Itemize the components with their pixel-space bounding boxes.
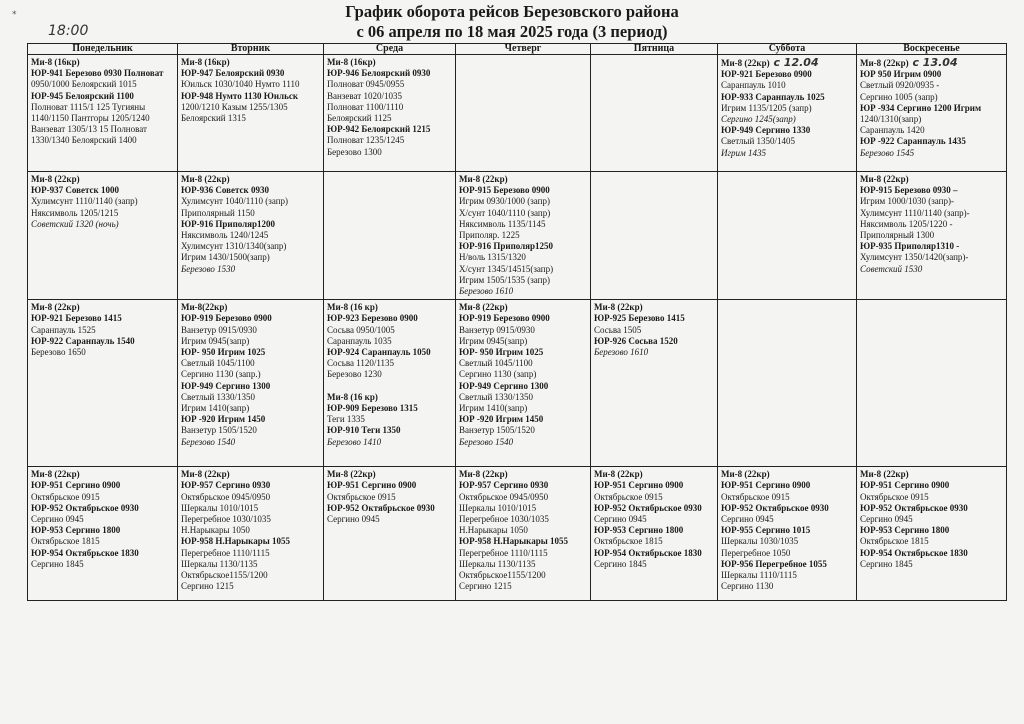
flight-line: ЮР-916 Приполяр1200 [181, 218, 276, 229]
flight-line: Ми-8 (22кр) [31, 469, 80, 480]
flight-line: ЮР-956 Перегребное 1055 [721, 558, 827, 569]
flight-line: Октябрьское 0915 [721, 491, 790, 502]
flight-line: ЮР-935 Приполяр1310 - [860, 241, 960, 252]
flight-line: Няксимволь 1205/1220 - [860, 218, 953, 229]
flight-line [327, 381, 452, 392]
flight-line: ЮР-951 Сергино 0900 [721, 480, 811, 491]
flight-line: Октябрьское1155/1200 [181, 570, 268, 581]
schedule-row [28, 172, 1007, 300]
schedule-cell-friday [591, 300, 718, 467]
schedule-cell-monday [28, 467, 178, 601]
flight-line: Октябрьское 0945/0950 [459, 491, 549, 502]
schedule-cell-monday [28, 55, 178, 172]
flight-line: Белоярский 1315 [181, 113, 246, 124]
flight-line: Ми-8 (22кр) [860, 469, 909, 480]
schedule-cell-tuesday [178, 467, 324, 601]
flight-line: Октябрьское 0915 [327, 491, 396, 502]
flight-line: ЮР-951 Сергино 0900 [594, 480, 684, 491]
flight-line: Светлый 0920/0935 - [860, 80, 940, 91]
flight-line: ЮР-958 Н.Нарыкары 1055 [459, 536, 568, 547]
flight-line: ЮР-919 Березово 0900 [181, 313, 272, 324]
flight-line: ЮР-919 Березово 0900 [459, 313, 550, 324]
flight-line: Ми-8 (22кр) [459, 174, 508, 184]
flight-line: Игрим 1410(запр) [181, 403, 250, 414]
flight-line: Саранпауль 1010 [721, 80, 786, 91]
flight-line: Игрим 0945(запр) [181, 335, 250, 346]
flight-line: Игрим 1135/1205 (запр) [721, 102, 812, 113]
schedule-row [28, 55, 1007, 172]
day-header-row [28, 44, 1007, 55]
flight-line: Ванзетур 1505/1520 [459, 425, 535, 436]
flight-line: Сергино 1845 [860, 558, 913, 569]
flight-line: Н/воль 1315/1320 [459, 252, 526, 263]
flight-line: Сергино 1245(запр) [721, 114, 796, 125]
schedule-cell-friday [591, 55, 718, 172]
day-header-saturday: Суббота [718, 44, 857, 55]
day-header-friday: Пятница [591, 44, 718, 55]
flight-line: Белоярский 1125 [327, 113, 392, 124]
flight-line: Шеркалы 1030/1035 [721, 536, 799, 547]
flight-line: Х/сунт 1040/1110 (запр) [459, 207, 551, 218]
flight-line: Березово 1530 [181, 263, 236, 274]
schedule-cell-wednesday [324, 467, 456, 601]
flight-line: Светлый 1330/1350 [181, 391, 256, 402]
flight-line: ЮР-947 Белоярский 0930 [181, 68, 285, 79]
flight-line: ЮР- 950 Игрим 1025 [181, 347, 266, 358]
flight-line: ЮР-923 Березово 0900 [327, 313, 418, 324]
flight-line: ЮР-951 Сергино 0900 [327, 480, 417, 491]
flight-line: Полноват 1100/1110 [327, 101, 404, 112]
flight-line: Саранпауль 1035 [327, 335, 392, 346]
flight-line: Ми-8 (22кр) [31, 174, 80, 184]
flight-line: Сергино 1130 [721, 581, 774, 592]
flight-line: Сергино 1215 [459, 581, 512, 592]
schedule-cell-sunday [857, 172, 1007, 300]
handwritten-date-note: с 13.04 [908, 57, 958, 69]
flight-line: Шеркалы 1110/1115 [721, 570, 797, 581]
flight-line: Сосьва 0950/1005 [327, 324, 395, 335]
schedule-cell-thursday [456, 55, 591, 172]
flight-line: Березово 1650 [31, 347, 86, 358]
flight-line: Ми-8 (22кр) [181, 469, 230, 480]
flight-line: 1330/1340 Белоярский 1400 [31, 135, 137, 146]
flight-line: Игрим 1505/1535 (запр) [459, 274, 550, 285]
flight-line: Игрим 1435 [721, 147, 767, 158]
flight-line: Юильск 1030/1040 Нумто 1110 [181, 79, 300, 90]
flight-line: ЮР-941 Березово 0930 Полноват [31, 68, 164, 79]
flight-line: Приполяр. 1225 [459, 230, 520, 241]
flight-line: Ми-8 (22кр) [721, 469, 770, 480]
flight-line: ЮР-933 Саранпауль 1025 [721, 91, 825, 102]
flight-line: ЮР-955 Сергино 1015 [721, 525, 811, 536]
flight-line: 1240/1310(запр) [860, 114, 922, 125]
schedule-cell-saturday [718, 467, 857, 601]
handwritten-time-note: 18:00 [48, 23, 89, 39]
flight-line: 1140/1150 Пантгоры 1205/1240 [31, 113, 150, 124]
flight-line: Ми-8 (22кр) [594, 469, 643, 480]
schedule-cell-saturday [718, 55, 857, 172]
flight-line: Советский 1530 [860, 263, 923, 274]
flight-line: ЮР-915 Березово 0900 [459, 185, 550, 196]
schedule-cell-wednesday [324, 55, 456, 172]
flight-line: Х/сунт 1345/14515(запр) [459, 263, 554, 274]
flight-line: ЮР-909 Березово 1315 [327, 403, 418, 414]
flight-line: Шеркалы 1130/1135 [181, 558, 258, 569]
flight-line: ЮР-953 Сергино 1800 [860, 525, 950, 536]
flight-line: Ми-8(22кр) [181, 302, 228, 313]
flight-line: ЮР-953 Сергино 1800 [594, 525, 684, 536]
schedule-cell-saturday [718, 300, 857, 467]
corner-mark: * [12, 10, 17, 20]
schedule-cell-tuesday [178, 172, 324, 300]
flight-line: Шеркалы 1010/1015 [459, 502, 537, 513]
flight-line: Октябрьское1155/1200 [459, 570, 546, 581]
flight-line: Ми-8 (22кр) [181, 174, 230, 184]
flight-line: Полноват 1235/1245 [327, 135, 405, 146]
flight-line: Березово 1410 [327, 436, 382, 447]
flight-line: Сергино 0945 [327, 514, 380, 525]
flight-line: Сергино 1215 [181, 581, 234, 592]
flight-line: Ми-8 (16 кр) [327, 302, 378, 313]
flight-line: ЮР-952 Октябрьское 0930 [860, 502, 968, 513]
flight-line: ЮР-952 Октябрьское 0930 [721, 502, 829, 513]
flight-line: Ми-8 (22кр) [594, 302, 643, 313]
flight-line: Игрим 1410(запр) [459, 403, 528, 414]
flight-line: Октябрьское 0915 [594, 491, 663, 502]
schedule-cell-wednesday [324, 172, 456, 300]
day-header-sunday: Воскресенье [857, 44, 1007, 55]
schedule-cell-thursday [456, 172, 591, 300]
flight-line: Хулимсунт 1310/1340(запр) [181, 241, 287, 252]
flight-line: Сергино 0945 [31, 514, 84, 525]
schedule-table [27, 43, 1007, 601]
flight-line: ЮР-945 Белоярский 1100 [31, 90, 134, 101]
flight-line: Ми-8 (22кр) с 13.04 [860, 57, 958, 69]
flight-line: Ми-8 (22кр) [327, 469, 376, 480]
schedule-cell-tuesday [178, 300, 324, 467]
schedule-cell-thursday [456, 467, 591, 601]
flight-line: Ванзеват 1305/13 15 Полноват [31, 124, 147, 135]
flight-line: ЮР-958 Н.Нарыкары 1055 [181, 536, 290, 547]
flight-line: Светлый 1350/1405 [721, 136, 796, 147]
flight-line: ЮР-910 Теги 1350 [327, 425, 401, 436]
flight-line: Приполярный 1150 [181, 207, 255, 218]
schedule-row [28, 300, 1007, 467]
flight-line: Березово 1545 [860, 147, 915, 158]
flight-line: ЮР -934 Сергино 1200 Игрим [860, 102, 982, 113]
schedule-cell-wednesday [324, 300, 456, 467]
flight-line: Теги 1335 [327, 414, 365, 425]
schedule-cell-friday [591, 467, 718, 601]
flight-line: Сергино 0945 [721, 514, 774, 525]
flight-line: Ми-8 (22кр) [31, 302, 80, 313]
page-subtitle: с 06 апреля по 18 мая 2025 года (3 период) [356, 22, 668, 41]
flight-line: ЮР-946 Белоярский 0930 [327, 68, 431, 79]
flight-line: Игрим 0945(запр) [459, 335, 528, 346]
day-header-tuesday: Вторник [178, 44, 324, 55]
flight-line: Хулимсунт 1350/1420(запр)- [860, 252, 969, 263]
flight-line: Сосьва 1505 [594, 324, 642, 335]
flight-line: 0950/1000 Белоярский 1015 [31, 79, 137, 90]
flight-line: Ми-8 (16кр) [181, 57, 230, 67]
flight-line: Ми-8 (22кр) [459, 469, 508, 480]
flight-line: Сергино 1130 (запр) [459, 369, 537, 380]
flight-line: Саранпауль 1525 [31, 324, 96, 335]
flight-line: Перегребное 1050 [721, 547, 791, 558]
flight-line: Игрим 0930/1000 (запр) [459, 196, 550, 207]
flight-line: Октябрьское 1815 [594, 536, 663, 547]
flight-line: Няксимволь 1240/1245 [181, 230, 269, 241]
flight-line: Сосьва 1120/1135 [327, 358, 395, 369]
flight-line: Березово 1300 [327, 146, 382, 157]
flight-line: Игрим 1000/1030 (запр)- [860, 196, 954, 207]
flight-line: Няксимволь 1205/1215 [31, 207, 119, 218]
flight-line: ЮР-954 Октябрьское 1830 [31, 547, 139, 558]
flight-line: Игрим 1430/1500(запр) [181, 252, 270, 263]
flight-line: Ми-8 (22кр) [459, 302, 508, 313]
day-header-thursday: Четверг [456, 44, 591, 55]
flight-line: ЮР -922 Саранпауль 1435 [860, 136, 966, 147]
flight-line: Светлый 1045/1100 [181, 358, 255, 369]
handwritten-date-note: с 12.04 [769, 57, 819, 69]
flight-line: Светлый 1330/1350 [459, 391, 534, 402]
flight-line: Полноват 0945/0955 [327, 79, 405, 90]
flight-line: Октябрьское 1815 [860, 536, 929, 547]
flight-line: ЮР-937 Советск 1000 [31, 185, 119, 196]
flight-line: ЮР-925 Березово 1415 [594, 313, 685, 324]
schedule-cell-saturday [718, 172, 857, 300]
flight-line: Ванзетур 1505/1520 [181, 425, 257, 436]
flight-line: ЮР-915 Березово 0930 – [860, 185, 958, 196]
flight-line: Ми-8 (16 кр) [327, 391, 378, 402]
flight-line: ЮР -920 Игрим 1450 [181, 414, 266, 425]
day-header-monday: Понедельник [28, 44, 178, 55]
flight-line: Хулимсунт 1110/1140 (запр)- [860, 207, 970, 218]
flight-line: ЮР-921 Березово 1415 [31, 313, 122, 324]
flight-line: ЮР-916 Приполяр1250 [459, 241, 554, 252]
schedule-cell-sunday [857, 467, 1007, 601]
flight-line: Березово 1540 [459, 436, 514, 447]
flight-line: Ми-8 (22кр) с 12.04 [721, 57, 819, 69]
flight-line: ЮР-952 Октябрьское 0930 [594, 502, 702, 513]
flight-line: ЮР 950 Игрим 0900 [860, 69, 942, 80]
flight-line: ЮР-957 Сергино 0930 [459, 480, 549, 491]
flight-line: Перегребное 1030/1035 [459, 514, 549, 525]
page-title: График оборота рейсов Березовского района [345, 2, 679, 21]
flight-line: Ми-8 (22кр) [860, 174, 909, 184]
flight-line: Н.Нарыкары 1050 [181, 525, 250, 536]
schedule-cell-monday [28, 300, 178, 467]
flight-line: Сергино 1130 (запр.) [181, 369, 261, 380]
flight-line: Березово 1610 [594, 347, 649, 358]
flight-line: ЮР-954 Октябрьское 1830 [860, 547, 968, 558]
flight-line: Ванзеват 1020/1035 [327, 90, 402, 101]
flight-line: ЮР-949 Сергино 1330 [721, 125, 811, 136]
flight-line: Няксимволь 1135/1145 [459, 218, 546, 229]
schedule-cell-monday [28, 172, 178, 300]
flight-line: Советский 1320 (ночь) [31, 218, 119, 229]
flight-line: ЮР -920 Игрим 1450 [459, 414, 544, 425]
flight-line: ЮР-948 Нумто 1130 Юильск [181, 90, 299, 101]
flight-line: ЮР-949 Сергино 1300 [459, 380, 549, 391]
schedule-cell-thursday [456, 300, 591, 467]
flight-line: ЮР- 950 Игрим 1025 [459, 347, 544, 358]
flight-line: ЮР-922 Саранпауль 1540 [31, 335, 135, 346]
flight-line: ЮР-936 Советск 0930 [181, 185, 269, 196]
flight-line: ЮР-951 Сергино 0900 [860, 480, 950, 491]
flight-line: Сергино 1005 (запр) [860, 91, 938, 102]
flight-line: Сергино 1845 [31, 558, 84, 569]
flight-line: ЮР-942 Белоярский 1215 [327, 124, 431, 135]
flight-line: Шеркалы 1010/1015 [181, 502, 259, 513]
flight-line: Хулимсунт 1110/1140 (запр) [31, 196, 138, 207]
schedule-cell-tuesday [178, 55, 324, 172]
flight-line: ЮР-921 Березово 0900 [721, 69, 812, 80]
flight-line: Перегребное 1030/1035 [181, 514, 271, 525]
flight-line: ЮР-953 Сергино 1800 [31, 525, 121, 536]
flight-line: ЮР-949 Сергино 1300 [181, 380, 271, 391]
flight-line: Ванзетур 0915/0930 [181, 324, 257, 335]
flight-line: Сергино 0945 [594, 514, 647, 525]
flight-line: Хулимсунт 1040/1110 (запр) [181, 196, 289, 207]
flight-line: Светлый 1045/1100 [459, 358, 533, 369]
flight-line: ЮР-957 Сергино 0930 [181, 480, 271, 491]
schedule-cell-sunday [857, 300, 1007, 467]
flight-line: Березово 1230 [327, 369, 382, 380]
schedule-cell-sunday [857, 55, 1007, 172]
flight-line: Октябрьское 0945/0950 [181, 491, 271, 502]
flight-line: Приполярный 1300 [860, 230, 935, 241]
flight-line: Полноват 1115/1 125 Тугияны [31, 101, 146, 112]
flight-line: Перегребное 1110/1115 [181, 547, 270, 558]
flight-line: Перегребное 1110/1115 [459, 547, 548, 558]
flight-line: ЮР-954 Октябрьское 1830 [594, 547, 702, 558]
flight-line: Октябрьское 0915 [31, 491, 100, 502]
flight-line: Ванзетур 0915/0930 [459, 324, 535, 335]
flight-line: 1200/1210 Казым 1255/1305 [181, 101, 288, 112]
flight-line: ЮР-952 Октябрьское 0930 [327, 502, 435, 513]
flight-line: Октябрьское 1815 [31, 536, 100, 547]
flight-line: ЮР-926 Сосьва 1520 [594, 335, 678, 346]
day-header-wednesday: Среда [324, 44, 456, 55]
flight-line: Ми-8 (16кр) [327, 57, 376, 67]
flight-line: Шеркалы 1130/1135 [459, 558, 536, 569]
flight-line: Сергино 1845 [594, 558, 647, 569]
flight-line: Октябрьское 0915 [860, 491, 929, 502]
flight-line: ЮР-951 Сергино 0900 [31, 480, 121, 491]
flight-line: Ми-8 (16кр) [31, 57, 80, 67]
flight-line: Саранпауль 1420 [860, 125, 925, 136]
schedule-row [28, 467, 1007, 601]
schedule-cell-friday [591, 172, 718, 300]
flight-line: ЮР-924 Саранпауль 1050 [327, 347, 431, 358]
flight-line: Сергино 0945 [860, 514, 913, 525]
flight-line: Березово 1540 [181, 436, 236, 447]
flight-line: Березово 1610 [459, 286, 514, 297]
flight-line: ЮР-952 Октябрьское 0930 [31, 502, 139, 513]
flight-line: Н.Нарыкары 1050 [459, 525, 528, 536]
